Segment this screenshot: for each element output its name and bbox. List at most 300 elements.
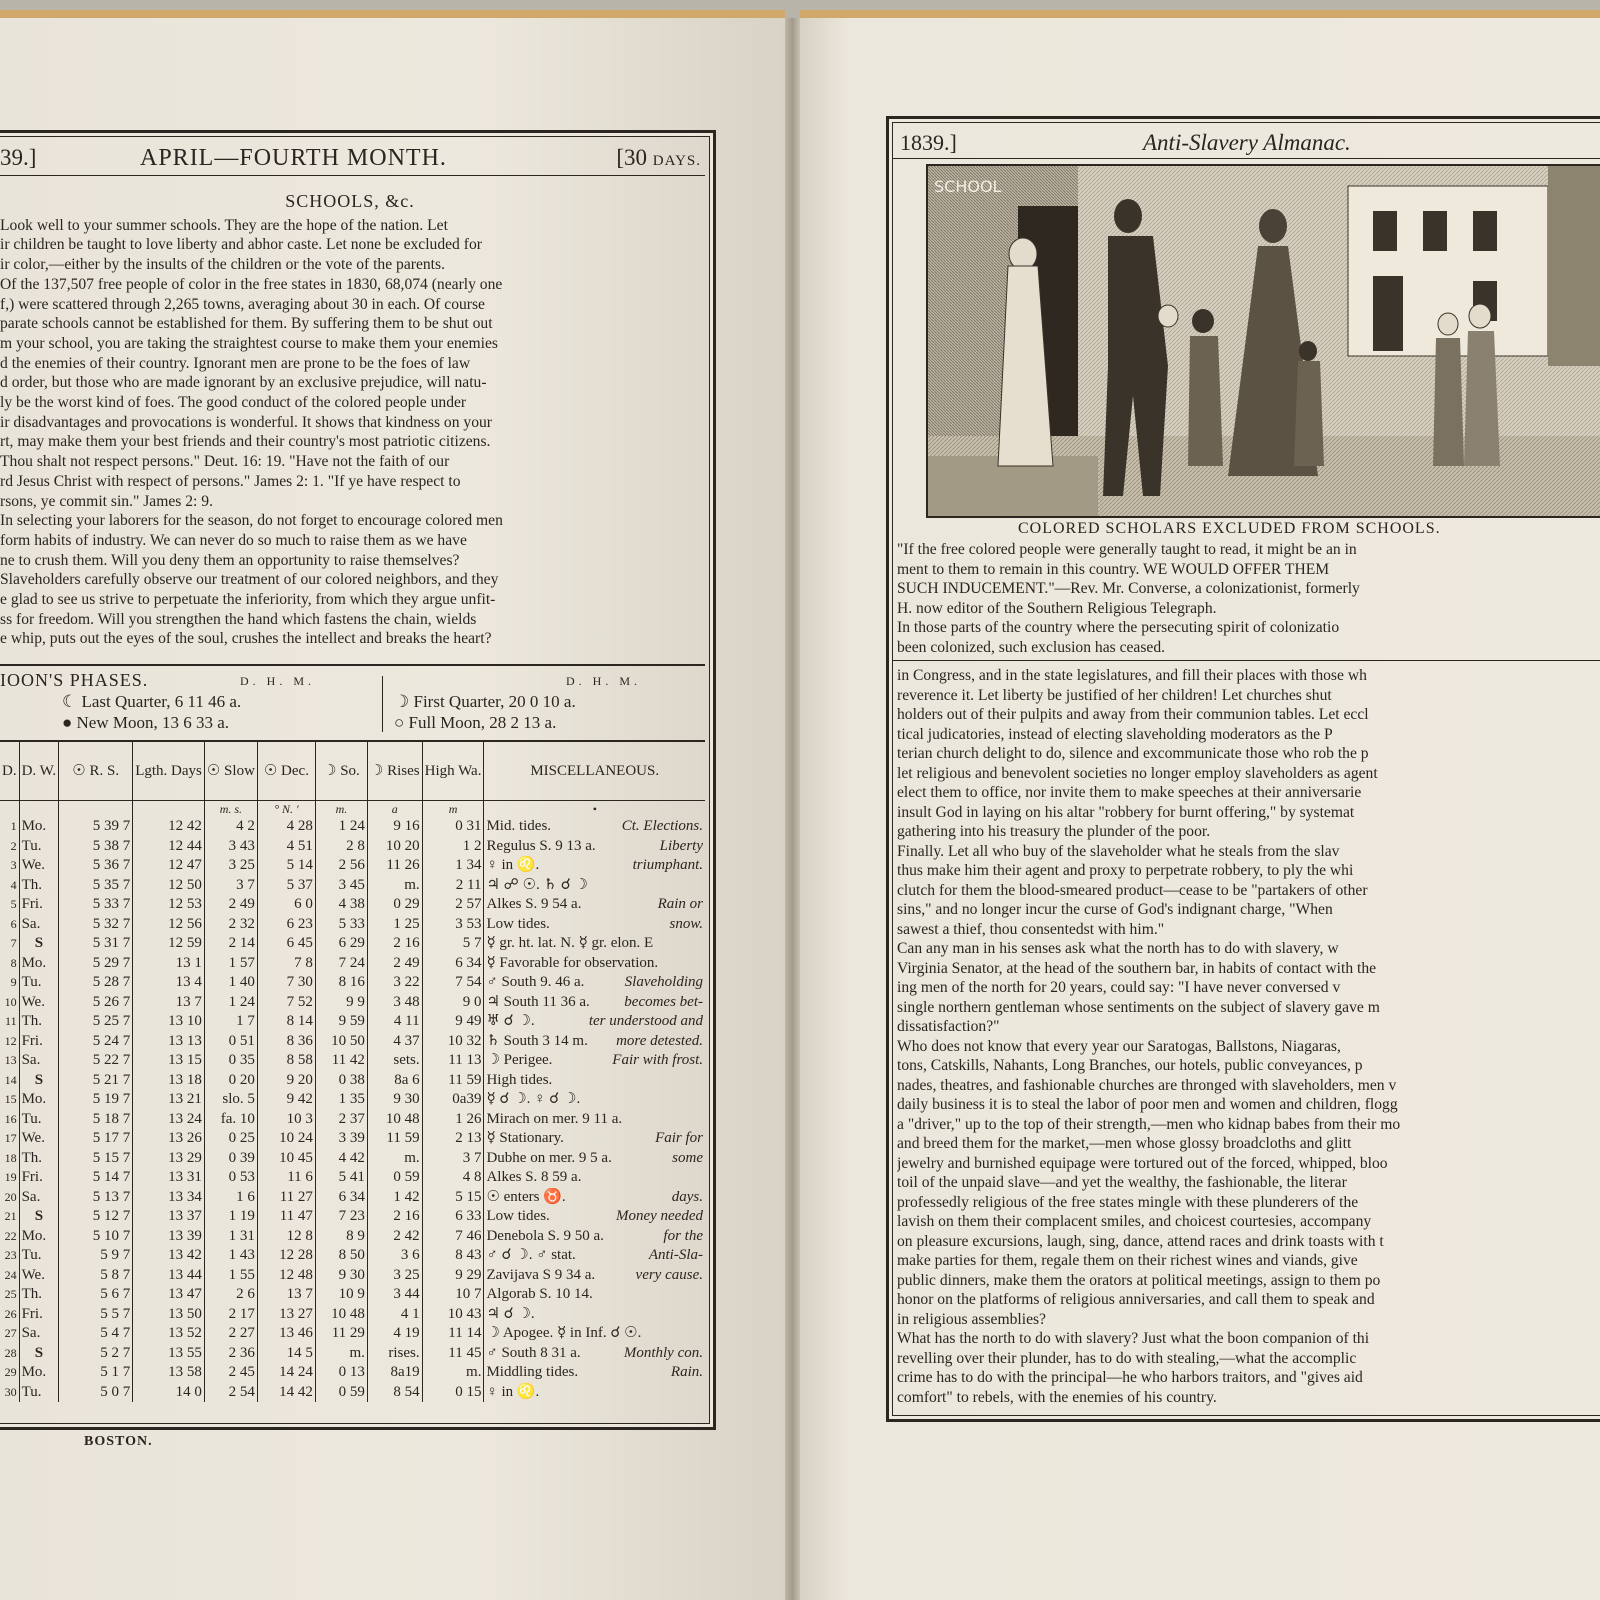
table-cell: 13 4 [133, 973, 205, 993]
misc-cell [484, 973, 705, 993]
quote-line: been colonized, such exclusion has ceased. [897, 638, 1166, 656]
misc-cell [484, 817, 705, 837]
table-cell: fa. 10 [204, 1110, 257, 1130]
table-cell: Th. [19, 876, 59, 896]
misc-cell [484, 856, 705, 876]
table-cell: m. [367, 876, 422, 896]
table-cell: sets. [367, 1051, 422, 1071]
table-cell: 3 39 [315, 1129, 367, 1149]
essay-line: form habits of industry. We can never do so much to raise them as we have [0, 531, 467, 549]
table-cell: 0 59 [367, 1168, 422, 1188]
table-cell: 20 [4, 1189, 17, 1204]
table-cell: 23 [4, 1248, 17, 1262]
table-cell: Th. [19, 1012, 59, 1032]
table-cell: 8 50 [315, 1246, 367, 1266]
misc-text: ☿ Favorable for observation. [486, 954, 659, 971]
table-cell: 7 8 [257, 954, 315, 974]
table-cell: 1 24 [204, 993, 257, 1013]
moon-phases-title: IOON'S PHASES. [0, 670, 149, 690]
table-cell: We. [19, 1129, 59, 1149]
table-cell: 5 41 [315, 1168, 367, 1188]
book-gutter [785, 18, 800, 1600]
left-year: 39.] [0, 145, 37, 170]
misc-text: Denebola S. 9 50 a. [486, 1227, 604, 1244]
table-cell: 9 30 [367, 1090, 422, 1110]
table-cell: 5 36 7 [59, 856, 133, 876]
right-page-header [900, 128, 1600, 158]
misc-cell [484, 1227, 705, 1247]
table-cell: 13 26 [133, 1129, 205, 1149]
table-cell: 2 56 [315, 856, 367, 876]
table-cell: 13 46 [257, 1324, 315, 1344]
body-line: jewelry and burnished equipage were tortured out of the forced, whipped, bloo [897, 1154, 1388, 1172]
misc-text: ☽ Apogee. ☿ in Inf. ☌ ☉. [486, 1325, 642, 1341]
misc-cell [484, 1188, 705, 1208]
table-cell: 13 7 [133, 993, 205, 1013]
body-line: sawest a thief, thou consentedst with him." [897, 920, 1165, 938]
table-row [0, 1324, 705, 1344]
school-engraving [926, 164, 1600, 518]
table-cell: 12 42 [133, 817, 205, 837]
table-cell: 0 20 [204, 1071, 257, 1091]
table-cell: 10 48 [367, 1110, 422, 1130]
table-cell: 16 [4, 1111, 17, 1126]
table-cell: 12 8 [257, 1227, 315, 1247]
first-quarter: ☽ First Quarter, 20 0 10 a. [394, 692, 576, 711]
body-text [897, 666, 1600, 1407]
table-cell: 19 [4, 1170, 17, 1184]
misc-note: Money needed [615, 1208, 703, 1224]
table-cell: 18 [4, 1150, 17, 1165]
table-cell: 10 45 [257, 1149, 315, 1169]
table-cell: Mo. [19, 817, 59, 837]
table-cell: 17 [4, 1131, 17, 1145]
table-cell: 13 29 [133, 1149, 205, 1169]
table-cell: 10 3 [257, 1110, 315, 1130]
table-cell: 0 59 [315, 1383, 367, 1403]
table-cell: S [19, 934, 59, 954]
table-cell: 13 15 [133, 1051, 205, 1071]
table-unit: a [367, 801, 422, 818]
body-line: insult God in laying on his altar "robbery for burnt offering," by systemat [897, 803, 1355, 821]
misc-note: Ct. Elections. [621, 818, 703, 834]
misc-note: Slaveholding [624, 974, 703, 990]
table-cell: 4 8 [422, 1168, 484, 1188]
table-cell: 5 4 7 [59, 1324, 133, 1344]
misc-note: becomes bet- [624, 993, 703, 1010]
misc-cell [484, 1090, 705, 1110]
essay-line: Slaveholders carefully observe our treatment of our colored neighbors, and they [0, 571, 499, 589]
school-sign: SCHOOL [934, 177, 1002, 196]
table-cell: 5 7 [422, 934, 484, 954]
table-cell: 5 33 7 [59, 895, 133, 915]
table-cell: 13 31 [133, 1168, 205, 1188]
table-cell: 0 53 [204, 1168, 257, 1188]
table-cell: 2 37 [315, 1110, 367, 1130]
essay-line: Of the 137,507 free people of color in the free states in 1830, 68,074 (nearly one [0, 275, 503, 293]
table-row [0, 895, 705, 915]
quote-line: ment to them to remain in this country. WE WOULD OFFER THEM [897, 560, 1330, 578]
moon-phases [0, 664, 705, 742]
table-cell: 4 38 [315, 895, 367, 915]
table-cell: 7 [10, 936, 17, 950]
column-rule [893, 660, 1600, 661]
misc-text: ♂ South 9. 46 a. [486, 974, 585, 990]
table-cell: 6 45 [257, 934, 315, 954]
table-cell: 5 14 7 [59, 1168, 133, 1188]
misc-cell [484, 915, 705, 935]
table-cell: 2 17 [204, 1305, 257, 1325]
table-cell: 2 57 [422, 895, 484, 915]
table-cell: Th. [19, 1285, 59, 1305]
table-cell: 14 [4, 1072, 17, 1087]
table-cell: 4 1 [367, 1305, 422, 1325]
table-cell: 7 54 [422, 973, 484, 993]
table-header: MISCELLANEOUS. [484, 742, 705, 801]
table-cell: 4 51 [257, 837, 315, 857]
misc-cell [484, 1363, 705, 1383]
table-cell: 13 47 [133, 1285, 205, 1305]
table-cell: 13 50 [133, 1305, 205, 1325]
table-cell: 5 24 7 [59, 1032, 133, 1052]
misc-note: ter understood and [588, 1013, 703, 1029]
table-cell: 5 35 7 [59, 876, 133, 896]
table-cell: 2 49 [367, 954, 422, 974]
misc-cell [484, 993, 705, 1013]
table-cell: 7 46 [422, 1227, 484, 1247]
misc-text: ☿ Stationary. [486, 1130, 564, 1146]
table-row [0, 1188, 705, 1208]
misc-text: ♂ South 8 31 a. [486, 1344, 581, 1361]
table-cell: Tu. [19, 1110, 59, 1130]
table-cell: 10 43 [422, 1305, 484, 1325]
table-cell: 10 20 [367, 837, 422, 857]
table-cell: 9 20 [257, 1071, 315, 1091]
table-row [0, 1305, 705, 1325]
table-cell: rises. [367, 1344, 422, 1364]
table-cell: 3 53 [422, 915, 484, 935]
table-cell: 3 6 [367, 1246, 422, 1266]
table-cell: 5 10 7 [59, 1227, 133, 1247]
table-cell: 2 8 [315, 837, 367, 857]
misc-text: ♂ ☌ ☽. ♂ stat. [486, 1247, 576, 1263]
body-line: revelling over their plunder, has to do with stealing,—what the accomplic [897, 1349, 1357, 1367]
table-cell: S [19, 1344, 59, 1364]
table-cell: 6 29 [315, 934, 367, 954]
body-line: single northern gentleman whose sentiments on the subject of slavery gave m [897, 998, 1380, 1016]
table-cell: 5 14 [257, 856, 315, 876]
table-cell: 8 36 [257, 1032, 315, 1052]
essay-line: ly be the worst kind of foes. The good conduct of the colored people under [0, 394, 467, 412]
misc-text: Zavijava S 9 34 a. [486, 1266, 596, 1283]
table-cell: 7 52 [257, 993, 315, 1013]
table-cell: 10 50 [315, 1032, 367, 1052]
table-cell: 14 0 [133, 1383, 205, 1403]
table-cell: Sa. [19, 1051, 59, 1071]
table-cell: 2 16 [367, 934, 422, 954]
misc-note: Anti-Sla- [648, 1247, 703, 1263]
table-header: D. W. [19, 742, 59, 801]
table-cell: 26 [4, 1306, 17, 1321]
quote-line: H. now editor of the Southern Religious Telegraph. [897, 599, 1217, 617]
essay-line: Look well to your summer schools. They are the hope of the nation. Let [0, 216, 448, 234]
table-cell: 2 6 [204, 1285, 257, 1305]
table-cell: 10 [4, 994, 17, 1009]
quote-line: SUCH INDUCEMENT."—Rev. Mr. Converse, a colonizationist, formerly [897, 580, 1360, 597]
table-cell: 28 [4, 1345, 17, 1360]
body-line: Who does not know that every year our Saratogas, Ballstons, Niagaras, [897, 1037, 1341, 1055]
table-cell: 12 47 [133, 856, 205, 876]
table-header: D. [0, 742, 19, 801]
essay-line: d the enemies of their country. Ignorant men are prone to be the foes of law [0, 354, 471, 372]
misc-note: triumphant. [632, 857, 703, 873]
table-row [0, 1227, 705, 1247]
body-line: gathering into his treasury the plunder of the poor. [897, 823, 1211, 840]
table-row [0, 1012, 705, 1032]
table-cell: 6 34 [315, 1188, 367, 1208]
table-cell: 14 42 [257, 1383, 315, 1403]
table-row [0, 1149, 705, 1169]
essay-line: rsons, ye commit sin." James 2: 9. [0, 492, 213, 510]
body-line: thus make him their agent and proxy to perpetrate robbery, to ply the whi [897, 862, 1354, 879]
full-moon: ○ Full Moon, 28 2 13 a. [394, 713, 557, 732]
table-cell: 1 35 [315, 1090, 367, 1110]
body-line: make parties for them, regale them on their richest wines and viands, give [897, 1252, 1358, 1269]
misc-text: ♃ South 11 36 a. [486, 993, 590, 1010]
table-cell: 1 43 [204, 1246, 257, 1266]
misc-cell [484, 954, 705, 974]
misc-cell [484, 934, 705, 954]
misc-text: Middling tides. [486, 1364, 579, 1380]
body-line: nades, theatres, and fashionable churches are thronged with slaveholders, men v [897, 1076, 1397, 1094]
table-cell: Fri. [19, 1032, 59, 1052]
table-cell: 5 26 7 [59, 993, 133, 1013]
table-header: ☉ Slow [204, 742, 257, 801]
essay-line: ir children be taught to love liberty and abhor caste. Let none be excluded for [0, 236, 482, 254]
body-line: Finally. Let all who buy of the slaveholder what he steals from the slav [897, 842, 1340, 860]
table-cell: 5 1 7 [59, 1363, 133, 1383]
table-cell: 8 9 [315, 1227, 367, 1247]
table-cell: 0 15 [422, 1383, 484, 1403]
table-unit [59, 801, 133, 818]
table-header: ☉ R. S. [59, 742, 133, 801]
table-cell: 13 42 [133, 1246, 205, 1266]
table-cell: 2 49 [204, 895, 257, 915]
misc-text: ♄ South 3 14 m. [486, 1032, 588, 1049]
table-cell: Mo. [19, 1090, 59, 1110]
table-cell: 5 29 7 [59, 954, 133, 974]
table-cell: 11 42 [315, 1051, 367, 1071]
table-cell: 1 7 [204, 1012, 257, 1032]
table-cell: 14 5 [257, 1344, 315, 1364]
misc-cell [484, 1110, 705, 1130]
misc-cell [484, 876, 705, 896]
body-line: comfort" to rebels, with the enemies of his country. [897, 1388, 1217, 1406]
misc-text: Low tides. [486, 915, 550, 932]
table-cell: 27 [4, 1326, 17, 1340]
table-cell: 4 19 [367, 1324, 422, 1344]
table-cell: 5 15 [422, 1188, 484, 1208]
essay-line: parate schools cannot be established for them. By suffering them to be shut out [0, 315, 493, 333]
table-row [0, 1207, 705, 1227]
table-cell: 5 9 7 [59, 1246, 133, 1266]
table-unit: m. [315, 801, 367, 818]
table-cell: 1 31 [204, 1227, 257, 1247]
table-cell: 22 [4, 1228, 17, 1243]
table-cell: 3 7 [204, 876, 257, 896]
misc-note: days. [671, 1188, 703, 1205]
misc-text: ☿ gr. ht. lat. N. ☿ gr. elon. E [486, 935, 654, 951]
table-cell: Fri. [19, 1168, 59, 1188]
body-line: professedly religious of the free states mingle with these plunderers of the [897, 1193, 1359, 1211]
table-cell: 3 44 [367, 1285, 422, 1305]
body-line: in Congress, and in the state legislatures, and fill their places with those wh [897, 667, 1367, 684]
table-cell: 11 13 [422, 1051, 484, 1071]
table-cell: Mo. [19, 1363, 59, 1383]
table-cell: 3 7 [422, 1149, 484, 1169]
misc-cell [484, 1168, 705, 1188]
table-cell: 14 24 [257, 1363, 315, 1383]
table-cell: Fri. [19, 1305, 59, 1325]
table-row [0, 1129, 705, 1149]
table-cell: Mo. [19, 954, 59, 974]
table-cell: 4 37 [367, 1032, 422, 1052]
body-line: terian church delight to do, silence and excommunicate those who rob the p [897, 745, 1369, 762]
misc-text: High tides. [486, 1071, 553, 1088]
table-cell: 5 38 7 [59, 837, 133, 857]
table-unit [19, 801, 59, 818]
body-line: clutch for them the blood-smeared product—cease to be "partakers of other [897, 881, 1368, 899]
misc-cell [484, 1383, 705, 1403]
table-cell: 13 52 [133, 1324, 205, 1344]
table-row [0, 1344, 705, 1364]
table-cell: Tu. [19, 973, 59, 993]
table-cell: 13 1 [133, 954, 205, 974]
table-cell: 2 45 [204, 1363, 257, 1383]
table-cell: m. [367, 1149, 422, 1169]
table-cell: 3 [10, 858, 17, 872]
misc-text: ♀ in ♌. [486, 1383, 540, 1400]
table-row [0, 1071, 705, 1091]
table-cell: Mo. [19, 1227, 59, 1247]
table-cell: 10 7 [422, 1285, 484, 1305]
body-line: sins," and no longer incur the curse of God's indignant charge, "When [897, 901, 1333, 918]
misc-note: Liberty [659, 837, 703, 854]
table-cell: 13 58 [133, 1363, 205, 1383]
table-cell: 11 59 [367, 1129, 422, 1149]
table-row [0, 915, 705, 935]
table-cell: 9 [10, 975, 17, 989]
table-cell: We. [19, 993, 59, 1013]
table-cell: 13 21 [133, 1090, 205, 1110]
essay-line: ne to crush them. Will you deny them an opportunity to raise themselves? [0, 551, 460, 569]
table-cell: m. [422, 1363, 484, 1383]
table-cell: 2 14 [204, 934, 257, 954]
engraving-caption: COLORED SCHOLARS EXCLUDED FROM SCHOOLS. [1018, 520, 1441, 537]
body-line: in religious assemblies? [897, 1310, 1046, 1328]
body-line: honor on the platforms of religious anniversaries, and call them to speak and [897, 1291, 1375, 1308]
phases-col-header: D. H. M. [566, 674, 642, 688]
table-cell: 10 32 [422, 1032, 484, 1052]
table-unit: m [422, 801, 484, 818]
table-cell: Sa. [19, 915, 59, 935]
days-count [616, 145, 701, 171]
table-cell: 5 31 7 [59, 934, 133, 954]
table-cell: 5 8 7 [59, 1266, 133, 1286]
table-cell: 6 [10, 916, 17, 931]
table-cell: 8a 6 [367, 1071, 422, 1091]
header-rule [893, 158, 1600, 159]
table-header: ☽ So. [315, 742, 367, 801]
table-cell: S [19, 1071, 59, 1091]
table-cell: 8 58 [257, 1051, 315, 1071]
table-cell: 5 19 7 [59, 1090, 133, 1110]
table-cell: 15 [4, 1092, 17, 1106]
table-cell: 3 25 [367, 1266, 422, 1286]
misc-cell [484, 1246, 705, 1266]
misc-note: more detested. [616, 1032, 703, 1049]
body-line: elect them to office, nor invite them to make speeches at their anniversarie [897, 784, 1362, 801]
essay-line: rt, may make them your best friends and their country's most patriotic citizens. [0, 433, 491, 451]
table-cell: 3 43 [204, 837, 257, 857]
last-quarter: ☾ Last Quarter, 6 11 46 a. [62, 692, 242, 711]
table-cell: 12 56 [133, 915, 205, 935]
misc-note: Fair for [655, 1130, 703, 1146]
essay-line: f,) were scattered through 2,265 towns, averaging about 30 in each. Of course [0, 295, 485, 313]
body-line: crime has to do with the principal—he who harbors traitors, and "gives aid [897, 1369, 1363, 1386]
table-cell: 13 27 [257, 1305, 315, 1325]
table-cell: 8 [10, 955, 17, 970]
calendar-table [0, 742, 705, 1402]
misc-cell [484, 1012, 705, 1032]
schools-essay [0, 192, 700, 649]
table-cell: 12 28 [257, 1246, 315, 1266]
table-cell: 0 39 [204, 1149, 257, 1169]
days-number: [30 [616, 145, 648, 170]
table-row [0, 1032, 705, 1052]
table-cell: 11 26 [367, 856, 422, 876]
table-cell: 0 35 [204, 1051, 257, 1071]
body-line: Virginia Senator, at the head of the southern bar, in habits of contact with the [897, 959, 1377, 977]
table-cell: 1 34 [422, 856, 484, 876]
table-cell: 1 6 [204, 1188, 257, 1208]
engraving-illustration [928, 166, 1600, 516]
table-cell: 5 17 7 [59, 1129, 133, 1149]
right-year: 1839.] [900, 130, 957, 155]
misc-text: ♀ in ♌. [486, 857, 540, 873]
table-cell: 2 54 [204, 1383, 257, 1403]
misc-text: Algorab S. 10 14. [486, 1286, 593, 1302]
quote-block [897, 540, 1600, 657]
table-cell: 2 42 [367, 1227, 422, 1247]
table-cell: Sa. [19, 1324, 59, 1344]
table-unit [133, 801, 205, 818]
table-cell: 10 48 [315, 1305, 367, 1325]
misc-text: Dubhe on mer. 9 5 a. [486, 1149, 612, 1166]
misc-note: Monthly con. [623, 1344, 703, 1361]
table-cell: 30 [4, 1384, 17, 1399]
table-cell: 13 39 [133, 1227, 205, 1247]
misc-cell [484, 1207, 705, 1227]
table-cell: 5 12 7 [59, 1207, 133, 1227]
table-cell: 13 34 [133, 1188, 205, 1208]
table-cell: 13 55 [133, 1344, 205, 1364]
body-line: holders out of their pulpits and away from their communion tables. Let eccl [897, 706, 1369, 723]
table-cell: 1 25 [367, 915, 422, 935]
left-page-header [0, 143, 705, 176]
table-cell: 9 29 [422, 1266, 484, 1286]
table-cell: 4 42 [315, 1149, 367, 1169]
